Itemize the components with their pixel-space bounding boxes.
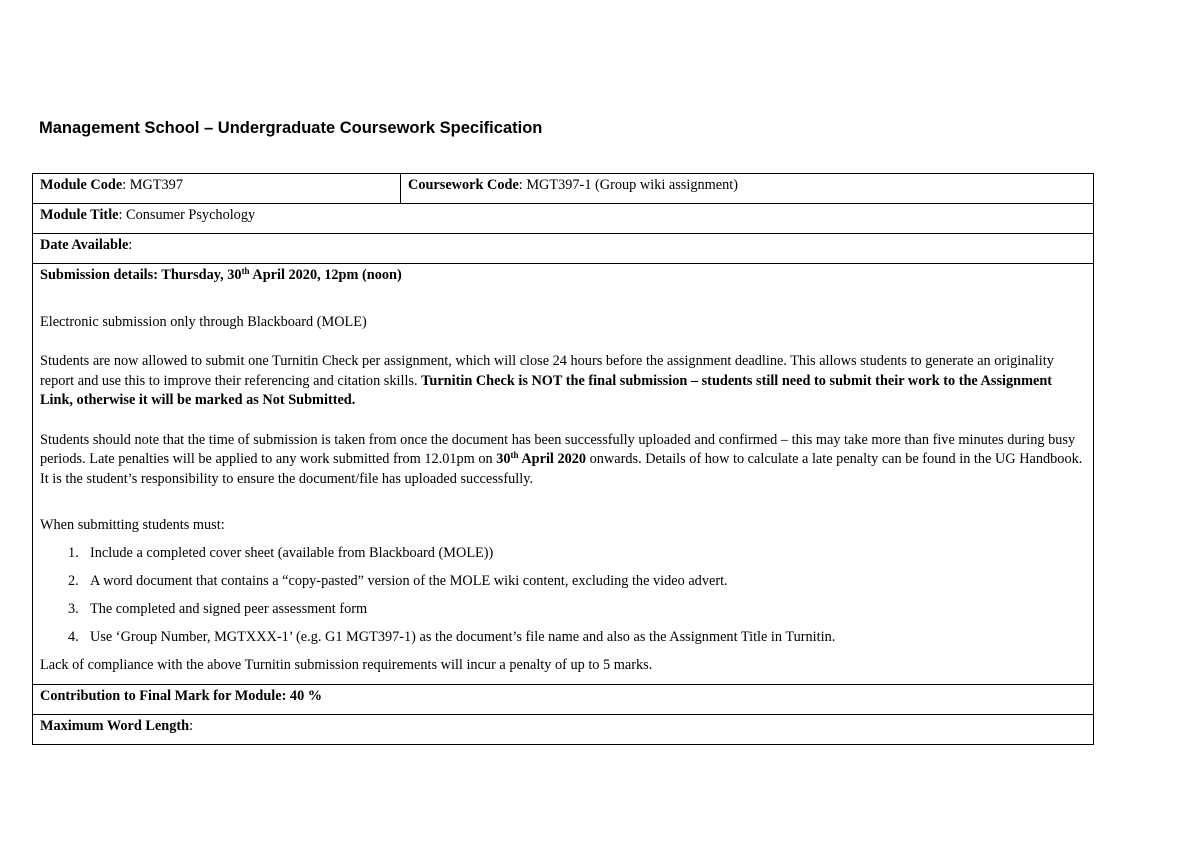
list-number: 2. [68, 573, 79, 589]
date-available-label: Date Available [40, 237, 129, 253]
date-available-value: : [128, 237, 133, 253]
late-penalty-month: April 2020 [518, 451, 587, 467]
submission-details-cell [33, 264, 1094, 685]
turnitin-paragraph [40, 352, 1087, 411]
must-intro: When submitting students must: [40, 517, 225, 533]
late-penalty-day: 30 [496, 451, 511, 467]
turnitin-text: Students are now allowed to submit one Turnitin Check per assignment, which will close 24 hours before the assignment deadline. This allows students to generate an originality report and use this to improve their referencing and citation skills. [40, 353, 1054, 389]
module-title-cell [33, 204, 1094, 234]
list-item [40, 572, 1087, 592]
turnitin-warning: Turnitin Check is NOT the final submission – students still need to submit their work to the Assignment Link, otherwise it will be marked as Not Submitted. [40, 372, 1053, 408]
word-length-value: : [189, 717, 194, 734]
requirements-list [40, 544, 1087, 648]
date-available-cell [33, 234, 1094, 264]
submission-heading-sup: th [241, 266, 250, 276]
late-penalty-paragraph [40, 431, 1087, 490]
module-title-value: : Consumer Psychology [118, 207, 256, 223]
module-code-cell [33, 174, 401, 204]
late-penalty-sup: th [510, 450, 519, 460]
list-item [40, 600, 1087, 620]
module-title-label: Module Title [40, 207, 119, 223]
page-heading: Management School – Undergraduate Coursework Specification [39, 119, 543, 137]
coursework-spec-table [32, 173, 1094, 745]
module-code-value: : MGT397 [122, 177, 183, 193]
submission-heading-date: April 2020, 12pm (noon) [249, 267, 402, 283]
electronic-submission-text: Electronic submission only through Blackboard (MOLE) [40, 313, 367, 330]
word-length-row [33, 714, 1094, 744]
submission-details-row [33, 264, 1094, 685]
word-length-label: Maximum Word Length [40, 717, 190, 734]
date-available-row [33, 234, 1094, 264]
contribution-cell: Contribution to Final Mark for Module: 40 % [33, 684, 1094, 714]
late-penalty-text-1: Students should note that the time of submission is taken from once the document has been successfully uploaded and confirmed – this may take more than five minutes during busy periods. Late penalties will be applied to any work submitted from 12.01pm on [40, 431, 1076, 467]
word-length-cell [33, 714, 1094, 744]
list-number: 4. [68, 629, 79, 645]
submission-heading [40, 266, 1087, 286]
module-title-row [33, 204, 1094, 234]
list-text: Include a completed cover sheet (available from Blackboard (MOLE)) [90, 545, 494, 561]
compliance-text: Lack of compliance with the above Turnitin submission requirements will incur a penalty of up to 5 marks. [40, 657, 653, 673]
module-code-label: Module Code [40, 177, 123, 193]
contribution-row [33, 684, 1094, 714]
late-penalty-date [496, 451, 586, 467]
late-penalty-text-2: onwards. Details of how to calculate a late penalty can be found in the UG Handbook. It is the student’s responsibility to ensure the document/file has uploaded successfully. [40, 451, 1083, 487]
list-text: The completed and signed peer assessment form [90, 601, 368, 617]
list-number: 1. [68, 545, 79, 561]
list-item [40, 628, 1087, 648]
coursework-code-value: : MGT397-1 (Group wiki assignment) [518, 177, 738, 193]
coursework-code-label: Coursework Code [408, 177, 519, 193]
list-text: Use ‘Group Number, MGTXXX-1’ (e.g. G1 MGT397-1) as the document’s file name and also as the Assignment Title in Turnitin. [90, 629, 836, 645]
list-text: A word document that contains a “copy-pasted” version of the MOLE wiki content, excluding the video advert. [90, 573, 728, 589]
submission-heading-text: Submission details: Thursday, 30 [40, 267, 242, 283]
coursework-code-cell [401, 174, 1094, 204]
list-item [40, 544, 1087, 564]
module-code-row [33, 174, 1094, 204]
list-number: 3. [68, 601, 79, 617]
